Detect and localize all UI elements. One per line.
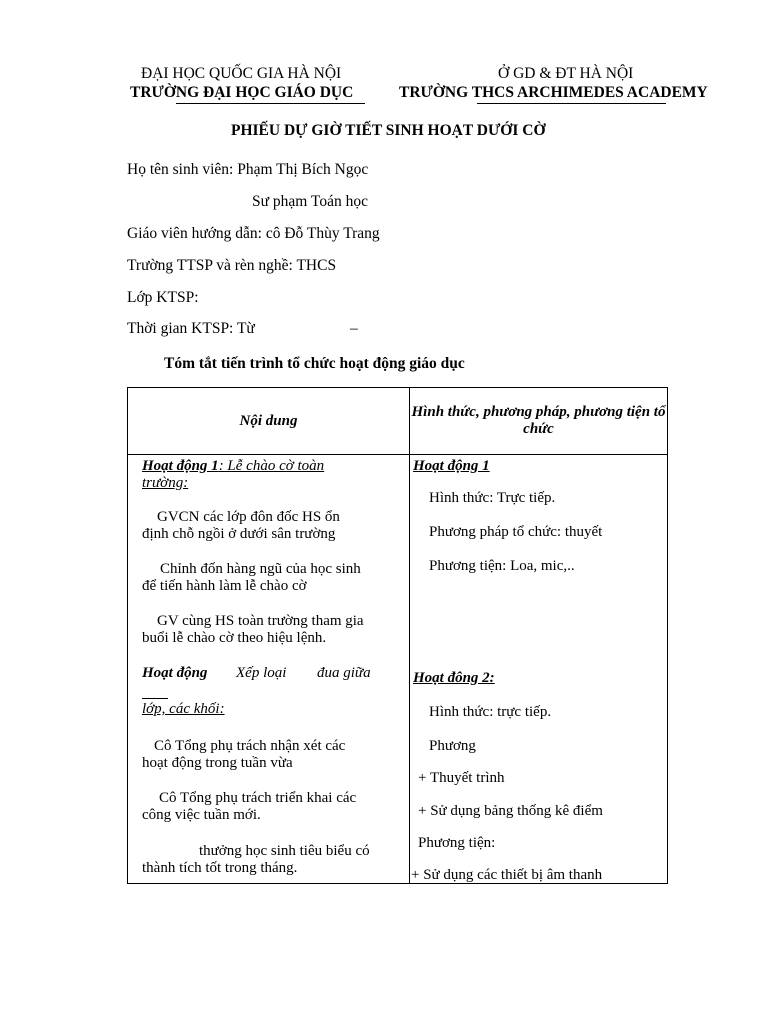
activity2-word: Xếp loại	[236, 665, 287, 681]
faculty-underline	[176, 103, 365, 104]
content-cell	[128, 455, 410, 884]
major-line: Sư phạm Toán học	[252, 193, 368, 210]
content-line: thưởng học sinh tiêu biểu có	[199, 843, 370, 859]
supervisor-line: Giáo viên hướng dẫn: cô Đỗ Thùy Trang	[127, 225, 380, 242]
content-line: Chỉnh đốn hàng ngũ của học sinh	[160, 561, 361, 577]
method-cell	[410, 455, 668, 884]
content-line: thành tích tốt trong tháng.	[142, 860, 298, 876]
content-line: định chỗ ngồi ở dưới sân trường	[142, 526, 336, 542]
time-dash: –	[350, 320, 358, 337]
method-activity2-title: Hoạt đông 2:	[413, 670, 495, 686]
summary-title: Tóm tắt tiến trình tổ chức hoạt động giáo dục	[164, 355, 465, 372]
content-line: để tiến hành làm lễ chào cờ	[142, 578, 307, 594]
content-line: GV cùng HS toàn trường tham gia	[157, 613, 364, 629]
table-header-row	[128, 388, 668, 455]
page-title: PHIẾU DỰ GIỜ TIẾT SINH HOẠT DƯỚI CỜ	[231, 122, 546, 139]
time-line: Thời gian KTSP: Từ	[127, 320, 255, 337]
practice-school-line: Trường TTSP và rèn nghề: THCS	[127, 257, 337, 274]
school-underline	[477, 103, 666, 104]
activity2-blank	[142, 698, 168, 699]
method-line: Hình thức: Trực tiếp.	[429, 490, 556, 506]
method-line: Hình thức: trực tiếp.	[429, 704, 552, 720]
content-line: hoạt động trong tuần vừa	[142, 755, 293, 771]
table-row	[128, 455, 668, 884]
content-line: GVCN các lớp đôn đốc HS ổn	[157, 509, 340, 525]
activity1-title: Hoạt động 1	[142, 458, 219, 474]
method-line: + Thuyết trình	[418, 770, 505, 786]
activity1-subtitle: : Lễ chào cờ toàn	[218, 458, 325, 474]
method-activity1-title: Hoạt động 1	[413, 458, 490, 474]
activity-table	[127, 387, 668, 884]
department-name: Ở GD & ĐT HÀ NỘI	[498, 65, 634, 82]
method-line: + Sử dụng bảng thống kê điểm	[418, 803, 603, 819]
activity2-word: đua giữa	[317, 665, 371, 681]
activity1-subtitle-cont: trường:	[142, 475, 189, 491]
method-line: Phương	[429, 738, 476, 754]
class-line: Lớp KTSP:	[127, 289, 199, 306]
method-line: Phương tiện:	[418, 835, 496, 851]
activity2-subtitle: lớp, các khối:	[142, 701, 225, 717]
school-name: TRƯỜNG THCS ARCHIMEDES ACADEMY	[399, 84, 708, 101]
university-name: ĐẠI HỌC QUỐC GIA HÀ NỘI	[141, 65, 342, 82]
content-line: Cô Tổng phụ trách triển khai các	[159, 790, 357, 806]
method-line: + Sử dụng các thiết bị âm thanh	[411, 867, 603, 883]
faculty-name: TRƯỜNG ĐẠI HỌC GIÁO DỤC	[130, 84, 354, 101]
method-line: Phương pháp tổ chức: thuyết	[429, 524, 603, 540]
method-line: Phương tiện: Loa, mic,..	[429, 558, 575, 574]
header-method: Hình thức, phương pháp, phương tiện tổ chức	[410, 388, 668, 455]
content-line: công việc tuần mới.	[142, 807, 261, 823]
student-name-line: Họ tên sinh viên: Phạm Thị Bích Ngọc	[127, 161, 369, 178]
activity2-title: Hoạt động	[142, 665, 208, 681]
header-content: Nội dung	[128, 388, 410, 455]
content-line: buổi lễ chào cờ theo hiệu lệnh.	[142, 630, 327, 646]
content-line: Cô Tổng phụ trách nhận xét các	[154, 738, 346, 754]
